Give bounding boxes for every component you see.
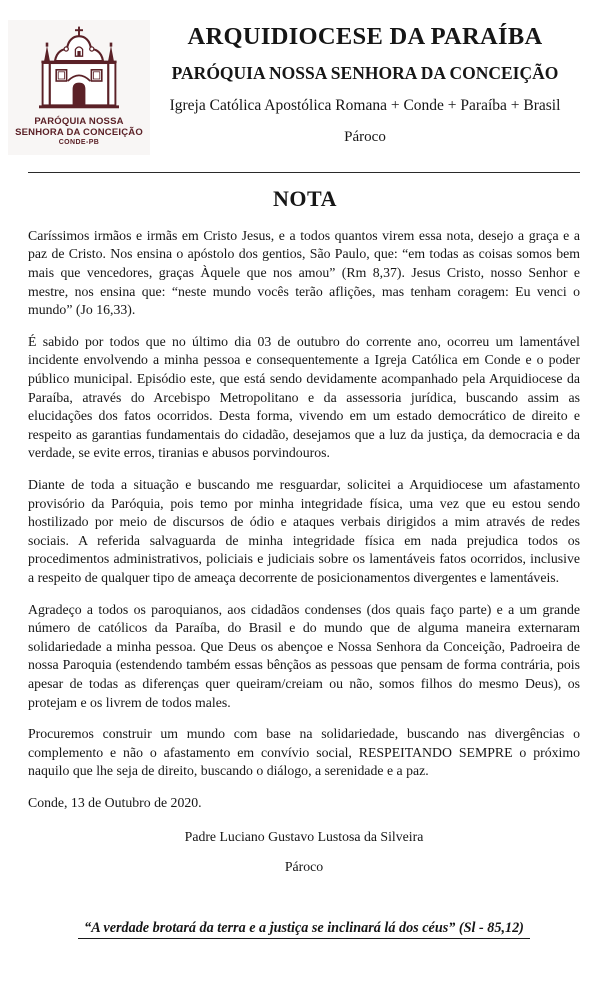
logo-caption-line2: SENHORA DA CONCEIÇÃO [15, 126, 143, 138]
header-separator [28, 172, 580, 173]
note-paragraph-4: Agradeço a todos os paroquianos, aos cidadãos condenses (dos quais faço parte) e a um grande número de católicos da Paraíba, do Brasil e do mundo que de alguma maneira externaram solidariedade a minha pessoa. Que Deus os abençoe e Nossa Senhora da Conceição, Padroeira de nossa Paroquia (estendendo também essas bênçãos as pessoas que pensam de forma contrária, pois apesar de todas as diferenças quer queiram/creiam ou não, somos filhos do mesmo Deus), os protejam e os livrem de todos males. [28, 601, 580, 710]
archdiocese-title: ARQUIDIOCESE DA PARAÍBA [187, 23, 543, 50]
logo-caption-line1: PARÓQUIA NOSSA [34, 116, 124, 127]
footer-quote-text: “A verdade brotará da terra e a justiça se inclinará lá dos céus” (Sl - 85,12) [78, 919, 530, 940]
parish-logo [8, 20, 150, 155]
footer-quote [28, 919, 580, 940]
note-paragraph-1: Caríssimos irmãos e irmãs em Cristo Jesus, e a todos quantos virem essa nota, desejo a graça e a paz de Cristo. Nos ensina o apóstolo dos gentios, São Paulo, que: “em todas as coisas somos bem mais que vencedores, graças Àquele que nos amou” (Rm 8,37). Jesus Cristo, nosso Senhor e mestre, nos ensina que: “neste mundo vocês terão aflições, mas tenham coragem: Eu venci o mundo” (Jo 16,33). [28, 227, 580, 318]
parish-logo-caption [10, 117, 148, 147]
note-heading: NOTA [273, 185, 337, 211]
letterhead-text [150, 20, 580, 146]
note-paragraph-3: Diante de toda a situação e buscando me resguardar, solicitei a Arquidiocese um afastamento provisório da Paróquia, pois temo por minha integridade física, uma vez que eu estou sendo hostilizado por meio de discursos de ódio e ataques verbais dirigidos a mim através de redes sociais. A referida salvaguarda de minha integridade física em nada prejudica todos os procedimentos administrativos, policiais e judiciais sobre os lamentáveis fatos ocorridos, inclusive a respeito de qualquer tipo de ameaça decorrente de posicionamentos divergentes e lamentáveis. [28, 477, 580, 585]
church-facade-icon [31, 24, 127, 114]
letterhead [0, 0, 610, 155]
signature-name: Padre Luciano Gustavo Lustosa da Silveira [184, 828, 424, 844]
logo-caption-line3: CONDE-PB [58, 138, 100, 146]
date-line: Conde, 13 de Outubro de 2020. [28, 794, 202, 810]
note-paragraph-5: Procuremos construir um mundo com base na solidariedade, buscando nas divergências o complemento e não o afastamento em convívio social, RESPEITANDO SEMPRE o próximo naquilo que lhe seja de direito, buscando o diálogo, a serenidade e a paz. [28, 726, 580, 779]
church-org-line: Igreja Católica Apostólica Romana + Conde + Paraíba + Brasil [169, 97, 561, 115]
note-body [28, 227, 580, 939]
signature-role: Pároco [284, 859, 324, 875]
role-line: Pároco [344, 129, 386, 146]
parish-subtitle: PARÓQUIA NOSSA SENHORA DA CONCEIÇÃO [171, 62, 559, 83]
note-paragraph-2: É sabido por todos que no último dia 03 de outubro do corrente ano, ocorreu um lamentável incidente envolvendo a minha pessoa e consequentemente a Igreja Católica em Conde e o poder público municipal. Episódio este, que está sendo devidamente acompanhado pela Arquidiocese da Paraíba, através do Arcebispo Metropolitano e da assessoria jurídica, buscando assim as elucidações dos fatos ocorridos. Desta forma, vivendo em um estado democrático de direito e respeito as garantias fundamentais do cidadão, desejamos que a luz da justiça, da democracia e da verdade, se evite erros, tiranias e abusos porvindouros. [28, 333, 580, 461]
